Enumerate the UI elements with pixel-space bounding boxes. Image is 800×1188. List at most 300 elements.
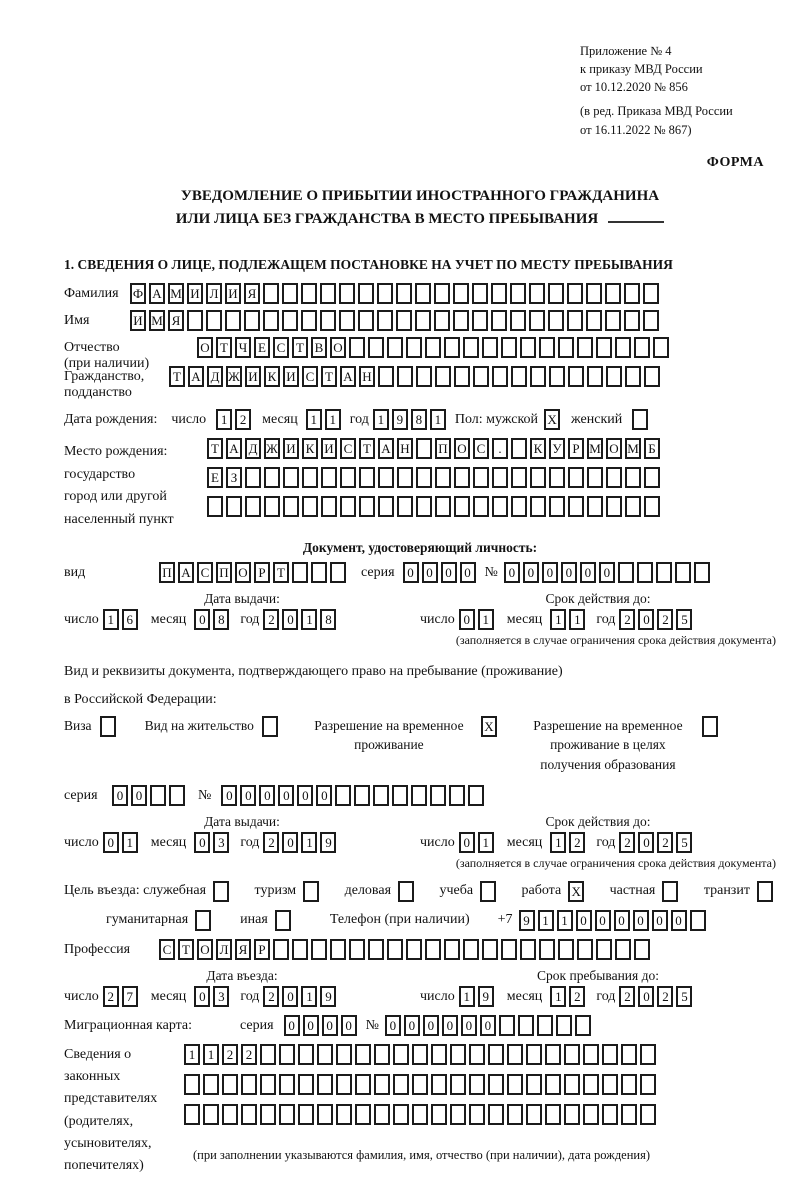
char-cell[interactable]: [444, 337, 460, 358]
char-cell[interactable]: Т: [178, 939, 194, 960]
char-cell[interactable]: 0: [322, 1015, 338, 1036]
char-cell[interactable]: [450, 1074, 466, 1095]
char-cell[interactable]: [241, 1074, 257, 1095]
char-cell[interactable]: Я: [235, 939, 251, 960]
char-cell[interactable]: [430, 785, 446, 806]
char-cell[interactable]: [488, 1104, 504, 1125]
char-cell[interactable]: [355, 1044, 371, 1065]
char-cell[interactable]: 0: [638, 986, 654, 1007]
char-cell[interactable]: Е: [207, 467, 223, 488]
char-cell[interactable]: [529, 310, 545, 331]
char-cell[interactable]: [358, 310, 374, 331]
char-cell[interactable]: 1: [301, 832, 317, 853]
char-cell[interactable]: 3: [213, 986, 229, 1007]
char-cell[interactable]: Н: [397, 438, 413, 459]
char-cell[interactable]: С: [273, 337, 289, 358]
char-cell[interactable]: [435, 467, 451, 488]
char-cell[interactable]: [640, 1044, 656, 1065]
char-cell[interactable]: 1: [373, 409, 389, 430]
char-cell[interactable]: У: [549, 438, 565, 459]
char-cell[interactable]: [302, 467, 318, 488]
char-cell[interactable]: 0: [240, 785, 256, 806]
char-cell[interactable]: [526, 1074, 542, 1095]
char-cell[interactable]: [469, 1104, 485, 1125]
char-cell[interactable]: А: [188, 366, 204, 387]
char-cell[interactable]: 1: [478, 832, 494, 853]
char-cell[interactable]: 0: [460, 562, 476, 583]
char-cell[interactable]: [499, 1015, 515, 1036]
char-cell[interactable]: [488, 1044, 504, 1065]
checkbox-cell[interactable]: [195, 910, 211, 931]
char-cell[interactable]: [431, 1104, 447, 1125]
char-cell[interactable]: 0: [103, 832, 119, 853]
char-cell[interactable]: Д: [245, 438, 261, 459]
char-cell[interactable]: 2: [657, 609, 673, 630]
char-cell[interactable]: [298, 1044, 314, 1065]
char-cell[interactable]: [625, 366, 641, 387]
char-cell[interactable]: П: [216, 562, 232, 583]
char-cell[interactable]: 9: [320, 832, 336, 853]
char-cell[interactable]: Т: [169, 366, 185, 387]
char-cell[interactable]: 0: [652, 910, 668, 931]
char-cell[interactable]: 0: [422, 562, 438, 583]
char-cell[interactable]: [624, 283, 640, 304]
char-cell[interactable]: [340, 467, 356, 488]
char-cell[interactable]: [694, 562, 710, 583]
char-cell[interactable]: [507, 1044, 523, 1065]
char-cell[interactable]: Я: [244, 283, 260, 304]
char-cell[interactable]: [482, 337, 498, 358]
char-cell[interactable]: [586, 283, 602, 304]
char-cell[interactable]: [431, 1044, 447, 1065]
char-cell[interactable]: [245, 496, 261, 517]
char-cell[interactable]: Д: [207, 366, 223, 387]
char-cell[interactable]: [548, 283, 564, 304]
char-cell[interactable]: [349, 337, 365, 358]
char-cell[interactable]: [263, 283, 279, 304]
char-cell[interactable]: [640, 1104, 656, 1125]
char-cell[interactable]: 2: [657, 832, 673, 853]
char-cell[interactable]: 0: [561, 562, 577, 583]
char-cell[interactable]: Б: [644, 438, 660, 459]
char-cell[interactable]: 2: [619, 609, 635, 630]
char-cell[interactable]: И: [130, 310, 146, 331]
char-cell[interactable]: [374, 1074, 390, 1095]
char-cell[interactable]: 0: [282, 609, 298, 630]
char-cell[interactable]: А: [340, 366, 356, 387]
char-cell[interactable]: И: [225, 283, 241, 304]
char-cell[interactable]: К: [302, 438, 318, 459]
char-cell[interactable]: [184, 1074, 200, 1095]
char-cell[interactable]: [330, 562, 346, 583]
checkbox-cell[interactable]: [662, 881, 678, 902]
char-cell[interactable]: [539, 939, 555, 960]
char-cell[interactable]: 6: [122, 609, 138, 630]
char-cell[interactable]: [206, 310, 222, 331]
char-cell[interactable]: Ж: [226, 366, 242, 387]
char-cell[interactable]: 0: [341, 1015, 357, 1036]
char-cell[interactable]: [340, 496, 356, 517]
char-cell[interactable]: [241, 1104, 257, 1125]
char-cell[interactable]: [583, 1074, 599, 1095]
char-cell[interactable]: Ф: [130, 283, 146, 304]
char-cell[interactable]: [412, 1044, 428, 1065]
char-cell[interactable]: [412, 1104, 428, 1125]
char-cell[interactable]: Р: [254, 939, 270, 960]
char-cell[interactable]: [453, 283, 469, 304]
char-cell[interactable]: [501, 939, 517, 960]
char-cell[interactable]: [225, 310, 241, 331]
char-cell[interactable]: [634, 939, 650, 960]
char-cell[interactable]: [311, 562, 327, 583]
char-cell[interactable]: [359, 496, 375, 517]
char-cell[interactable]: [602, 1044, 618, 1065]
char-cell[interactable]: С: [302, 366, 318, 387]
char-cell[interactable]: [330, 939, 346, 960]
char-cell[interactable]: [317, 1074, 333, 1095]
char-cell[interactable]: Н: [359, 366, 375, 387]
char-cell[interactable]: [354, 785, 370, 806]
char-cell[interactable]: [564, 1044, 580, 1065]
checkbox-cell[interactable]: [702, 716, 718, 737]
char-cell[interactable]: [690, 910, 706, 931]
checkbox-cell[interactable]: X: [568, 881, 584, 902]
char-cell[interactable]: [374, 1044, 390, 1065]
char-cell[interactable]: [203, 1074, 219, 1095]
char-cell[interactable]: 0: [316, 785, 332, 806]
char-cell[interactable]: [450, 1044, 466, 1065]
char-cell[interactable]: [358, 283, 374, 304]
char-cell[interactable]: О: [606, 438, 622, 459]
checkbox-cell[interactable]: [757, 881, 773, 902]
char-cell[interactable]: [511, 438, 527, 459]
char-cell[interactable]: 0: [504, 562, 520, 583]
char-cell[interactable]: [302, 496, 318, 517]
char-cell[interactable]: 0: [442, 1015, 458, 1036]
char-cell[interactable]: [449, 785, 465, 806]
char-cell[interactable]: [245, 467, 261, 488]
char-cell[interactable]: [472, 310, 488, 331]
char-cell[interactable]: [416, 438, 432, 459]
char-cell[interactable]: [378, 366, 394, 387]
char-cell[interactable]: 0: [278, 785, 294, 806]
char-cell[interactable]: Л: [206, 283, 222, 304]
char-cell[interactable]: [558, 337, 574, 358]
char-cell[interactable]: И: [245, 366, 261, 387]
char-cell[interactable]: [339, 283, 355, 304]
char-cell[interactable]: [301, 310, 317, 331]
char-cell[interactable]: [491, 310, 507, 331]
char-cell[interactable]: [567, 310, 583, 331]
char-cell[interactable]: [454, 467, 470, 488]
char-cell[interactable]: [602, 1074, 618, 1095]
checkbox-cell[interactable]: [398, 881, 414, 902]
char-cell[interactable]: 8: [320, 609, 336, 630]
char-cell[interactable]: 1: [122, 832, 138, 853]
char-cell[interactable]: 2: [263, 832, 279, 853]
char-cell[interactable]: 0: [461, 1015, 477, 1036]
char-cell[interactable]: [587, 496, 603, 517]
char-cell[interactable]: П: [435, 438, 451, 459]
char-cell[interactable]: С: [340, 438, 356, 459]
char-cell[interactable]: [425, 337, 441, 358]
char-cell[interactable]: [311, 939, 327, 960]
char-cell[interactable]: А: [226, 438, 242, 459]
char-cell[interactable]: 0: [194, 986, 210, 1007]
char-cell[interactable]: [605, 310, 621, 331]
char-cell[interactable]: [263, 310, 279, 331]
char-cell[interactable]: [387, 939, 403, 960]
char-cell[interactable]: И: [187, 283, 203, 304]
char-cell[interactable]: [292, 939, 308, 960]
char-cell[interactable]: 1: [550, 832, 566, 853]
char-cell[interactable]: [349, 939, 365, 960]
char-cell[interactable]: [602, 1104, 618, 1125]
char-cell[interactable]: [321, 496, 337, 517]
char-cell[interactable]: [416, 366, 432, 387]
checkbox-cell[interactable]: [275, 910, 291, 931]
char-cell[interactable]: [473, 496, 489, 517]
char-cell[interactable]: 0: [404, 1015, 420, 1036]
char-cell[interactable]: [264, 496, 280, 517]
char-cell[interactable]: [416, 496, 432, 517]
char-cell[interactable]: 0: [423, 1015, 439, 1036]
char-cell[interactable]: [226, 496, 242, 517]
char-cell[interactable]: 0: [459, 609, 475, 630]
char-cell[interactable]: [545, 1044, 561, 1065]
checkbox-cell[interactable]: [213, 881, 229, 902]
char-cell[interactable]: [577, 939, 593, 960]
char-cell[interactable]: [596, 939, 612, 960]
char-cell[interactable]: 0: [385, 1015, 401, 1036]
char-cell[interactable]: [434, 283, 450, 304]
char-cell[interactable]: [621, 1074, 637, 1095]
char-cell[interactable]: [169, 785, 185, 806]
char-cell[interactable]: 0: [595, 910, 611, 931]
char-cell[interactable]: З: [226, 467, 242, 488]
char-cell[interactable]: И: [283, 438, 299, 459]
char-cell[interactable]: 0: [303, 1015, 319, 1036]
char-cell[interactable]: [615, 337, 631, 358]
char-cell[interactable]: Т: [321, 366, 337, 387]
char-cell[interactable]: 0: [580, 562, 596, 583]
char-cell[interactable]: [567, 283, 583, 304]
char-cell[interactable]: 7: [122, 986, 138, 1007]
char-cell[interactable]: [187, 310, 203, 331]
char-cell[interactable]: 0: [297, 785, 313, 806]
char-cell[interactable]: [621, 1104, 637, 1125]
char-cell[interactable]: [492, 366, 508, 387]
char-cell[interactable]: [298, 1104, 314, 1125]
char-cell[interactable]: 0: [480, 1015, 496, 1036]
char-cell[interactable]: [596, 337, 612, 358]
char-cell[interactable]: 0: [671, 910, 687, 931]
char-cell[interactable]: [207, 496, 223, 517]
char-cell[interactable]: [491, 283, 507, 304]
char-cell[interactable]: [244, 310, 260, 331]
char-cell[interactable]: 0: [614, 910, 630, 931]
char-cell[interactable]: [606, 366, 622, 387]
char-cell[interactable]: [335, 785, 351, 806]
char-cell[interactable]: [537, 1015, 553, 1036]
char-cell[interactable]: С: [197, 562, 213, 583]
char-cell[interactable]: [184, 1104, 200, 1125]
char-cell[interactable]: [396, 310, 412, 331]
char-cell[interactable]: [575, 1015, 591, 1036]
char-cell[interactable]: С: [159, 939, 175, 960]
char-cell[interactable]: [625, 467, 641, 488]
char-cell[interactable]: [320, 310, 336, 331]
char-cell[interactable]: [549, 467, 565, 488]
char-cell[interactable]: [473, 366, 489, 387]
char-cell[interactable]: 1: [184, 1044, 200, 1065]
char-cell[interactable]: В: [311, 337, 327, 358]
char-cell[interactable]: 0: [194, 832, 210, 853]
char-cell[interactable]: Я: [168, 310, 184, 331]
char-cell[interactable]: [530, 366, 546, 387]
char-cell[interactable]: 0: [403, 562, 419, 583]
char-cell[interactable]: [640, 1074, 656, 1095]
char-cell[interactable]: О: [330, 337, 346, 358]
char-cell[interactable]: [444, 939, 460, 960]
char-cell[interactable]: [406, 939, 422, 960]
char-cell[interactable]: [606, 467, 622, 488]
char-cell[interactable]: П: [159, 562, 175, 583]
char-cell[interactable]: Р: [254, 562, 270, 583]
char-cell[interactable]: 2: [235, 409, 251, 430]
char-cell[interactable]: [411, 785, 427, 806]
char-cell[interactable]: [564, 1104, 580, 1125]
char-cell[interactable]: [396, 283, 412, 304]
char-cell[interactable]: 0: [542, 562, 558, 583]
char-cell[interactable]: О: [454, 438, 470, 459]
char-cell[interactable]: [583, 1044, 599, 1065]
char-cell[interactable]: Ч: [235, 337, 251, 358]
char-cell[interactable]: [482, 939, 498, 960]
char-cell[interactable]: 2: [569, 986, 585, 1007]
char-cell[interactable]: [320, 283, 336, 304]
char-cell[interactable]: [378, 496, 394, 517]
char-cell[interactable]: 8: [411, 409, 427, 430]
char-cell[interactable]: [377, 283, 393, 304]
char-cell[interactable]: 1: [459, 986, 475, 1007]
char-cell[interactable]: [336, 1074, 352, 1095]
char-cell[interactable]: [434, 310, 450, 331]
char-cell[interactable]: [463, 939, 479, 960]
char-cell[interactable]: 0: [599, 562, 615, 583]
char-cell[interactable]: [511, 467, 527, 488]
char-cell[interactable]: [558, 939, 574, 960]
char-cell[interactable]: [339, 310, 355, 331]
char-cell[interactable]: [336, 1044, 352, 1065]
char-cell[interactable]: [450, 1104, 466, 1125]
checkbox-cell[interactable]: X: [481, 716, 497, 737]
char-cell[interactable]: 0: [282, 986, 298, 1007]
char-cell[interactable]: [545, 1074, 561, 1095]
char-cell[interactable]: 1: [301, 986, 317, 1007]
char-cell[interactable]: [453, 310, 469, 331]
char-cell[interactable]: [587, 366, 603, 387]
char-cell[interactable]: 0: [633, 910, 649, 931]
char-cell[interactable]: К: [264, 366, 280, 387]
char-cell[interactable]: [415, 310, 431, 331]
char-cell[interactable]: 2: [263, 609, 279, 630]
char-cell[interactable]: 5: [676, 609, 692, 630]
char-cell[interactable]: М: [625, 438, 641, 459]
char-cell[interactable]: [359, 467, 375, 488]
char-cell[interactable]: [321, 467, 337, 488]
char-cell[interactable]: [336, 1104, 352, 1125]
char-cell[interactable]: 0: [459, 832, 475, 853]
char-cell[interactable]: [317, 1104, 333, 1125]
char-cell[interactable]: Т: [273, 562, 289, 583]
char-cell[interactable]: И: [283, 366, 299, 387]
checkbox-cell[interactable]: [480, 881, 496, 902]
char-cell[interactable]: [298, 1074, 314, 1095]
char-cell[interactable]: [587, 467, 603, 488]
char-cell[interactable]: [301, 283, 317, 304]
char-cell[interactable]: Т: [292, 337, 308, 358]
char-cell[interactable]: 2: [241, 1044, 257, 1065]
char-cell[interactable]: [510, 310, 526, 331]
char-cell[interactable]: [416, 467, 432, 488]
char-cell[interactable]: О: [197, 337, 213, 358]
char-cell[interactable]: 1: [325, 409, 341, 430]
char-cell[interactable]: Л: [216, 939, 232, 960]
char-cell[interactable]: 1: [301, 609, 317, 630]
char-cell[interactable]: .: [492, 438, 508, 459]
char-cell[interactable]: 1: [103, 609, 119, 630]
char-cell[interactable]: [469, 1044, 485, 1065]
char-cell[interactable]: 0: [282, 832, 298, 853]
char-cell[interactable]: 0: [112, 785, 128, 806]
char-cell[interactable]: [492, 496, 508, 517]
char-cell[interactable]: 0: [638, 832, 654, 853]
char-cell[interactable]: [530, 496, 546, 517]
char-cell[interactable]: 0: [638, 609, 654, 630]
char-cell[interactable]: [643, 283, 659, 304]
char-cell[interactable]: О: [197, 939, 213, 960]
char-cell[interactable]: [548, 310, 564, 331]
char-cell[interactable]: [378, 467, 394, 488]
char-cell[interactable]: [564, 1074, 580, 1095]
char-cell[interactable]: [279, 1074, 295, 1095]
char-cell[interactable]: [469, 1074, 485, 1095]
char-cell[interactable]: [675, 562, 691, 583]
char-cell[interactable]: [549, 496, 565, 517]
char-cell[interactable]: 0: [523, 562, 539, 583]
char-cell[interactable]: [501, 337, 517, 358]
checkbox-cell[interactable]: [632, 409, 648, 430]
char-cell[interactable]: [454, 366, 470, 387]
char-cell[interactable]: [656, 562, 672, 583]
char-cell[interactable]: [392, 785, 408, 806]
char-cell[interactable]: [492, 467, 508, 488]
char-cell[interactable]: [577, 337, 593, 358]
char-cell[interactable]: [397, 496, 413, 517]
char-cell[interactable]: [435, 496, 451, 517]
char-cell[interactable]: А: [378, 438, 394, 459]
char-cell[interactable]: 0: [194, 609, 210, 630]
char-cell[interactable]: [397, 366, 413, 387]
char-cell[interactable]: 2: [619, 986, 635, 1007]
char-cell[interactable]: [644, 496, 660, 517]
char-cell[interactable]: [637, 562, 653, 583]
checkbox-cell[interactable]: [303, 881, 319, 902]
char-cell[interactable]: А: [149, 283, 165, 304]
checkbox-cell[interactable]: X: [544, 409, 560, 430]
char-cell[interactable]: [643, 310, 659, 331]
